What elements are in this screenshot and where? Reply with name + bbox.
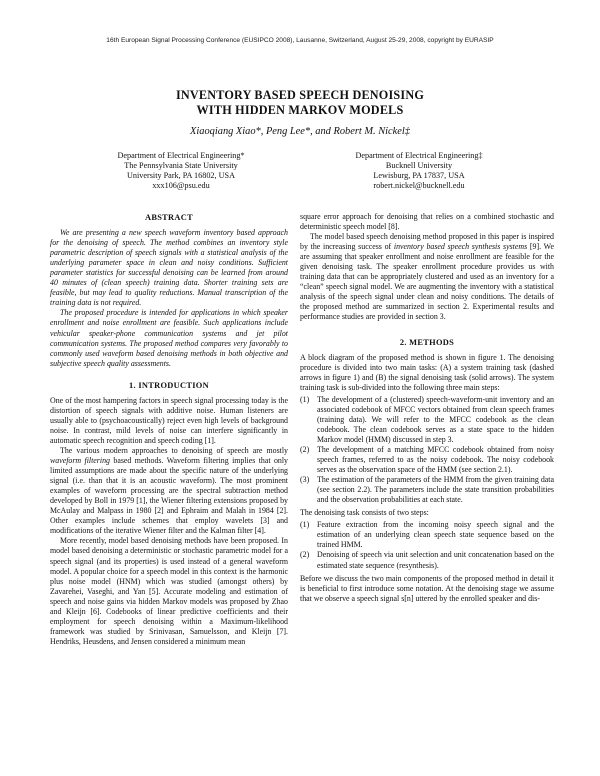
- list-item: (1) The development of a (clustered) speech-waveform-unit inventory and an associated codebook of MFCC vectors obtained from clean speech frames (training data). We will refer to the MFCC codebook as the clean codebook. The clean codebook serves as a state space to the hidden Markov model (HMM) discussed in step 3.: [300, 394, 554, 444]
- affil-right-univ: Bucknell University: [385, 161, 453, 171]
- affil-left-dept: Department of Electrical Engineering*: [117, 151, 245, 160]
- intro-paragraph: More recently, model based denoising methods have been proposed. In model based denoising a deterministic or stochastic parametric model for a speech signal (and its properties) is used instead of a general waveform model. A popular choice for a speech model in this context is the harmonic plus noise model (HNM) which was studied (amongst others) by Zavarehei, Vaseghi, and Yan [5]. Accurate modeling and estimation of speech and noise gains via hidden Markov models was proposed by Zhao and Kleijn [6]. Codebooks of linear predictive coefficients and their employment for speech denoising within a Maximum-likelihood framework was studied by Srinivasan, Samuelsson, and Kleijn [7]. Hendriks, Heusdens, and Jensen considered a minimum mean: [50, 536, 288, 646]
- affil-right-city: Lewisburg, PA 17837, USA: [373, 171, 465, 181]
- training-steps-list: [300, 395, 554, 506]
- affiliation-left: [78, 151, 284, 191]
- list-item: (2) Denoising of speech via unit selection and unit concatenation based on the estimated state sequence (resynthesis).: [300, 550, 554, 570]
- authors: Xiaoqiang Xiao*, Peng Lee*, and Robert M. Nickel‡: [190, 126, 410, 137]
- abstract-paragraph: We are presenting a new speech waveform inventory based approach for the denoising of speech. The method combines an inventory style parametric description of speech signals with a statistical analysis of the underlying parameter space in clean and noisy conditions. Sufficient parameter statistics for successful denoising can be learned from around 40 minutes of (clean speech) training data. Shorter training sets are feasible, but may lead to quality reductions. Manual transcription of the training data is not required.: [50, 228, 288, 308]
- intro-continuation: square error approach for denoising that relies on a combined stochastic and deterministic speech model [8].: [300, 212, 554, 232]
- affil-right-dept: Department of Electrical Engineering‡: [355, 151, 483, 160]
- abstract-body: [50, 228, 288, 369]
- abstract-heading: ABSTRACT: [144, 213, 193, 222]
- methods-paragraph: Before we discuss the two main components of the proposed method in detail it is beneficial to first introduce some notation. At the denoising stage we assume that we observe a speech signal s[n] uttered by the enrolled speaker and dis-: [300, 573, 554, 603]
- title-line-2: WITH HIDDEN MARKOV MODELS: [196, 102, 404, 117]
- affil-left-univ: The Pennsylvania State University: [124, 161, 238, 171]
- paper-title: [0, 88, 600, 117]
- affil-right-email[interactable]: robert.nickel@bucknell.edu: [373, 181, 465, 191]
- denoising-steps-list: [300, 520, 554, 570]
- methods-paragraph: The denoising task consists of two steps:: [300, 508, 429, 518]
- introduction-heading: 1. INTRODUCTION: [129, 380, 209, 390]
- left-column: [50, 212, 288, 647]
- title-line-1: INVENTORY BASED SPEECH DENOISING: [175, 88, 425, 102]
- intro-paragraph: One of the most hampering factors in speech signal processing today is the distortion of speech signals with additive noise. Human listeners are usually able to (psychoacoustically) reject even high levels of background noise. In contrast, mild levels of noise can interfere significantly in automatic speech recognition and speech coding [1].: [50, 395, 288, 445]
- methods-heading: 2. METHODS: [399, 337, 455, 347]
- list-item: (1) Feature extraction from the incoming noisy speech signal and the estimation of an underlying clean speech state sequence based on the trained HMM.: [300, 520, 554, 550]
- conference-header: 16th European Signal Processing Conference (EUSIPCO 2008), Lausanne, Switzerland, August 25-29, 2008, copyright by EURASIP: [106, 37, 494, 44]
- intro-paragraph: The model based speech denoising method proposed in this paper is inspired by the increasing success of inventory based speech synthesis systems [9]. We are assuming that speaker enrollment and noise enrollment are feasible for the given denoising task. The speaker enrollment procedure provides us with training data that can be appropriately clustered and used as an inventory for a “clean” speech signal model. We are augmenting the inventory with a statistical analysis of the speech signal under clean and noisy conditions. The details of the proposed method are summarized in section 2. Experimental results and performance studies are provided in section 3.: [300, 232, 554, 322]
- intro-paragraph: The various modern approaches to denoising of speech are mostly waveform filtering based methods. Waveform filtering implies that only limited assumptions are made about the specific nature of the underlying signal (i.e. than that it is an acoustic waveform). The most prominent examples of waveform processing are the spectral subtraction method developed by Boll in 1979 [1], the Wiener filtering extensions proposed by McAulay and Malpass in 1980 [2] and Ephraim and Malah in 1984 [2]. Other examples include schemes that employ wavelets [3] and modifications of the iterative Wiener filter and the Kalman filter [4].: [50, 445, 288, 536]
- list-item: (2) The development of a matching MFCC codebook obtained from noisy speech frames, referred to as the noisy codebook. The noisy codebook serves as the observation space of the HMM (see section 2.1).: [300, 444, 554, 475]
- methods-paragraph: A block diagram of the proposed method is shown in figure 1. The denoising procedure is divided into two main tasks: (A) a system training task (dashed arrows in figure 1) and (B) the signal denoising task (solid arrows). The system training task is sub-divided into the following three main steps:: [300, 352, 554, 392]
- list-item: (3) The estimation of the parameters of the HMM from the given training data (see section 2.2). The parameters include the state transition probabilities and the observation probabilities at each state.: [300, 475, 554, 505]
- affiliation-right: [316, 151, 522, 191]
- affil-left-email[interactable]: xxx106@psu.edu: [152, 181, 210, 191]
- abstract-paragraph: The proposed procedure is intended for applications in which speaker enrollment and noise enrollment are feasible. Such applications include vehicular speaker-phone communication systems and jet pilot communication systems. The proposed method compares very favorably to commonly used waveform based denoising methods in both objective and subjective speech quality assessments.: [50, 308, 288, 368]
- affil-left-city: University Park, PA 16802, USA: [127, 171, 235, 181]
- right-column: [300, 212, 554, 604]
